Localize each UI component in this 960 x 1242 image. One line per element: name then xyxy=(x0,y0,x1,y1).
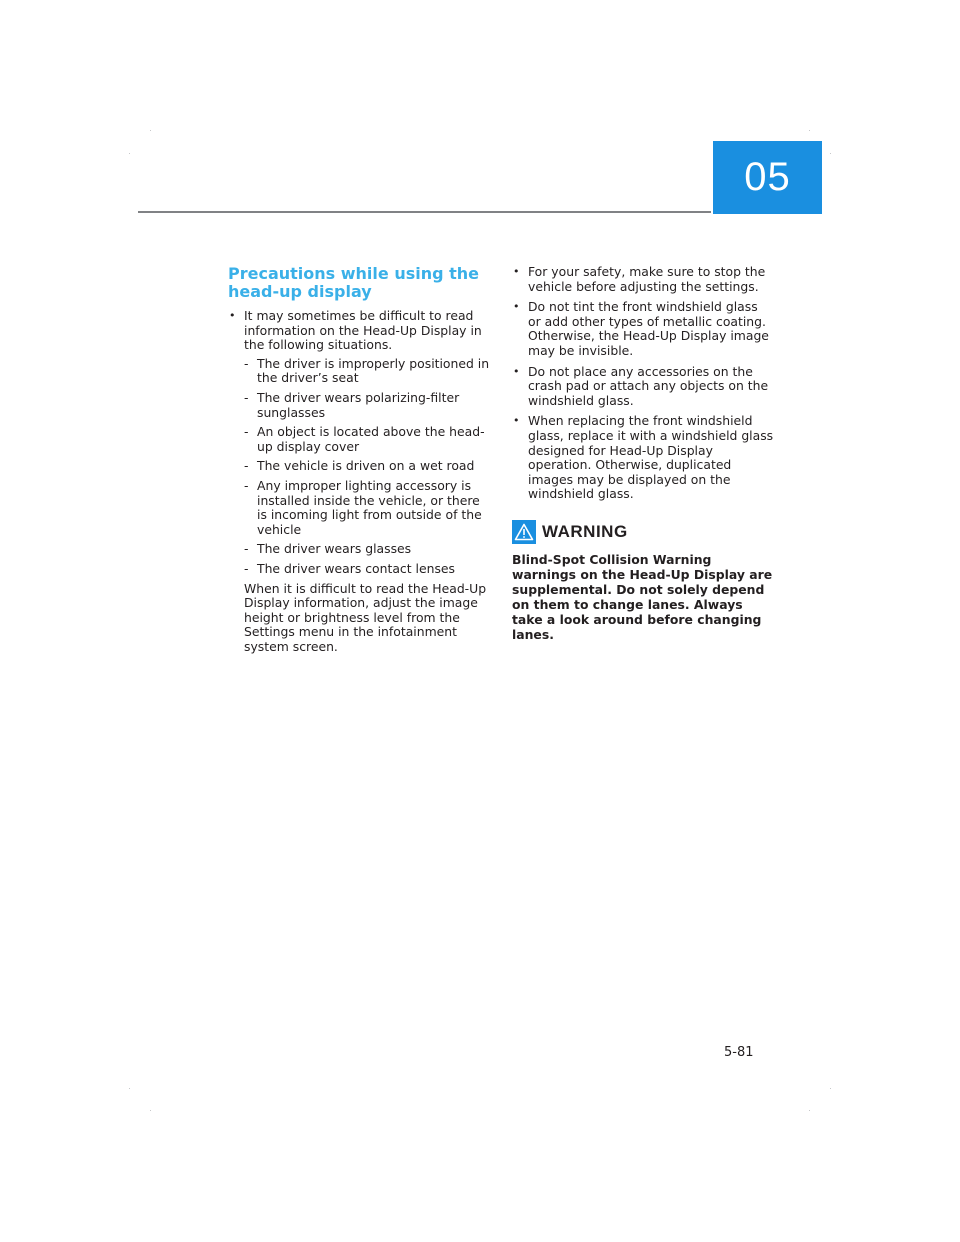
situation-item: - The driver is improperly positioned in the driver’s seat xyxy=(244,357,490,386)
warning-text: Blind-Spot Collision Warning warnings on the Head-Up Display are supplemental. Do not solely depend on them to change lanes. Always take a look around before changing lanes. xyxy=(512,551,773,642)
warning-block xyxy=(512,520,774,642)
bullet-accessories: • Do not place any accessories on the crash pad or attach any objects on the windshield glass. xyxy=(512,365,774,409)
header-rule xyxy=(138,211,711,213)
bullet-replace-windshield: • When replacing the front windshield glass, replace it with a windshield glass designed for Head-Up Display operation. Otherwise, duplicated images may be displayed on the windshield glass. xyxy=(512,414,774,502)
precautions-list xyxy=(228,309,490,654)
right-column xyxy=(512,265,774,642)
bullet-difficult-to-read xyxy=(228,309,490,654)
crop-mark xyxy=(830,1088,831,1089)
crop-mark xyxy=(830,153,831,154)
situation-item: - The driver wears contact lenses xyxy=(244,562,490,577)
right-bullet-list xyxy=(512,265,774,502)
crop-mark xyxy=(150,130,151,131)
left-column xyxy=(228,265,490,660)
crop-mark xyxy=(129,153,130,154)
crop-mark xyxy=(809,130,810,131)
situations-list xyxy=(244,357,490,577)
page-number: 5-81 xyxy=(724,1045,754,1060)
situation-item: - An object is located above the head-up display cover xyxy=(244,425,490,454)
crop-mark xyxy=(129,1088,130,1089)
warning-header xyxy=(512,520,774,544)
bullet-stop-vehicle: • For your safety, make sure to stop the vehicle before adjusting the settings. xyxy=(512,265,774,294)
situation-item: - The driver wears polarizing-filter sunglasses xyxy=(244,391,490,420)
chapter-tab xyxy=(713,141,822,214)
situation-item: - The vehicle is driven on a wet road xyxy=(244,459,490,474)
bullet-tint-glass: • Do not tint the front windshield glass or add other types of metallic coating. Otherwise, the Head-Up Display image may be invisible. xyxy=(512,300,774,358)
bullet-text: It may sometimes be difficult to read information on the Head-Up Display in the following situations. xyxy=(244,308,482,353)
situation-item: - The driver wears glasses xyxy=(244,542,490,557)
adjust-note: When it is difficult to read the Head-Up Display information, adjust the image height or brightness level from the Settings menu in the infotainment system screen. xyxy=(244,580,487,654)
crop-mark xyxy=(809,1110,810,1111)
chapter-number: 05 xyxy=(744,155,791,199)
crop-mark xyxy=(150,1110,151,1111)
warning-triangle-icon xyxy=(512,520,536,544)
warning-title: WARNING xyxy=(542,521,628,541)
section-title: Precautions while using the head-up display xyxy=(228,264,480,301)
situation-item: - Any improper lighting accessory is installed inside the vehicle, or there is incoming light from outside of the vehicle xyxy=(244,479,490,537)
